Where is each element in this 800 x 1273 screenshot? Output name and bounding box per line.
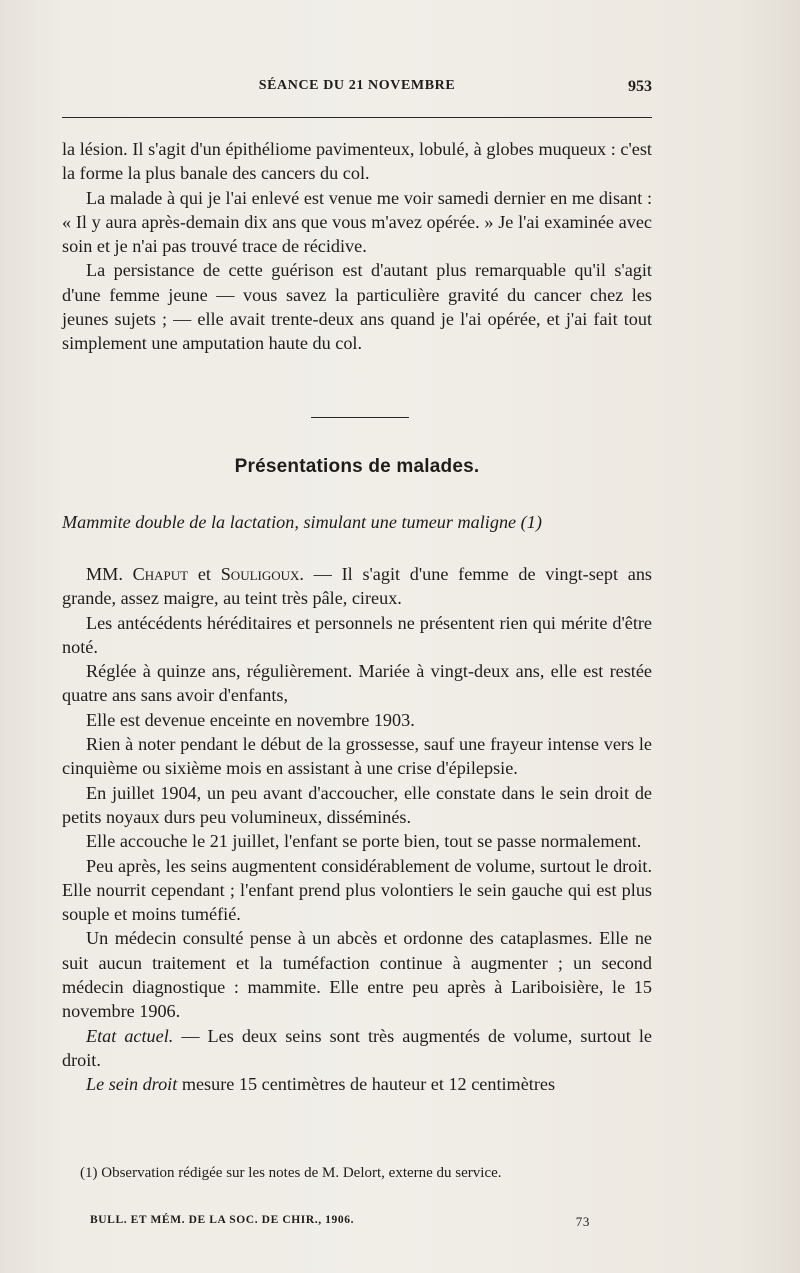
running-header bbox=[62, 78, 652, 100]
footnote: (1) Observation rédigée sur les notes de M. Delort, externe du service. bbox=[80, 1165, 502, 1181]
running-header-title: SÉANCE DU 21 NOVEMBRE bbox=[258, 78, 456, 93]
paragraph bbox=[62, 1024, 652, 1073]
paragraph: La persistance de cette guérison est d'autant plus remarquable qu'il s'agit d'une femme jeune — vous savez la particulière gravité du cancer chez les jeunes sujets ; — elle avait trente-deux ans quand je l'ai opérée, et j'ai fait tout simplement une amputation haute du col. bbox=[62, 260, 652, 354]
author-name: Souligoux bbox=[220, 564, 300, 584]
case-report-text bbox=[62, 562, 652, 1097]
text-run: mesure 15 centimètres de hauteur et 12 centimètres bbox=[177, 1074, 556, 1095]
section-separator bbox=[311, 417, 409, 418]
sheet-number: 73 bbox=[575, 1214, 590, 1229]
text-run: et bbox=[188, 564, 221, 584]
italic-lead: Etat actuel. bbox=[86, 1025, 174, 1046]
author-name: Chaput bbox=[132, 564, 189, 584]
journal-reference: BULL. ET MÉM. DE LA SOC. DE CHIR., 1906. bbox=[90, 1214, 355, 1226]
italic-lead: Le sein droit bbox=[86, 1074, 178, 1095]
continued-text-block bbox=[62, 137, 652, 356]
text-run: . — Il s'agit d'une femme de vingt-sept ans grande, assez maigre, au teint très pâle, cireux. bbox=[62, 564, 652, 609]
paragraph: La malade à qui je l'ai enlevé est venue me voir samedi dernier en me disant : « Il y aura après-demain dix ans que vous m'avez opérée. » Je l'ai examinée avec soin et je n'ai pas trouvé trace de récidive. bbox=[62, 187, 652, 257]
paragraph: Réglée à quinze ans, régulièrement. Mariée à vingt-deux ans, elle est restée quatre ans sans avoir d'enfants, bbox=[62, 661, 652, 706]
text-run: MM. bbox=[86, 564, 133, 584]
paragraph: Rien à noter pendant le début de la grossesse, sauf une frayeur intense vers le cinquième ou sixième mois en assistant à une crise d'épilepsie. bbox=[62, 734, 652, 779]
header-rule bbox=[62, 117, 652, 118]
paragraph: Les antécédents héréditaires et personnels ne présentent rien qui mérite d'être noté. bbox=[62, 612, 652, 657]
page-number: 953 bbox=[628, 78, 652, 95]
paragraph: Un médecin consulté pense à un abcès et ordonne des cataplasmes. Elle ne suit aucun traitement et la tuméfaction continue à augmenter ; un second médecin diagnostique : mammite. Elle entre peu après à Lariboisière, le 15 novembre 1906. bbox=[62, 928, 652, 1022]
paragraph: Elle est devenue enceinte en novembre 1903. bbox=[86, 709, 415, 730]
text-run: — Les deux seins sont très augmentés de volume, surtout le droit. bbox=[62, 1025, 653, 1070]
paragraph: En juillet 1904, un peu avant d'accoucher, elle constate dans le sein droit de petits noyaux durs peu volumineux, disséminés. bbox=[62, 782, 652, 827]
paragraph: la lésion. Il s'agit d'un épithéliome pavimenteux, lobulé, à globes muqueux : c'est la forme la plus banale des cancers du col. bbox=[62, 139, 652, 184]
paragraph bbox=[62, 562, 652, 611]
paragraph bbox=[62, 1072, 652, 1096]
paragraph: Peu après, les seins augmentent considérablement de volume, surtout le droit. Elle nourrit cependant ; l'enfant prend plus volontiers le sein gauche qui est plus souple et moins tuméfié. bbox=[62, 855, 652, 925]
paragraph: Elle accouche le 21 juillet, l'enfant se porte bien, tout se passe normalement. bbox=[86, 831, 642, 852]
article-subtitle: Mammite double de la lactation, simulant une tumeur maligne (1) bbox=[62, 512, 542, 532]
section-heading: Présentations de malades. bbox=[234, 456, 480, 477]
